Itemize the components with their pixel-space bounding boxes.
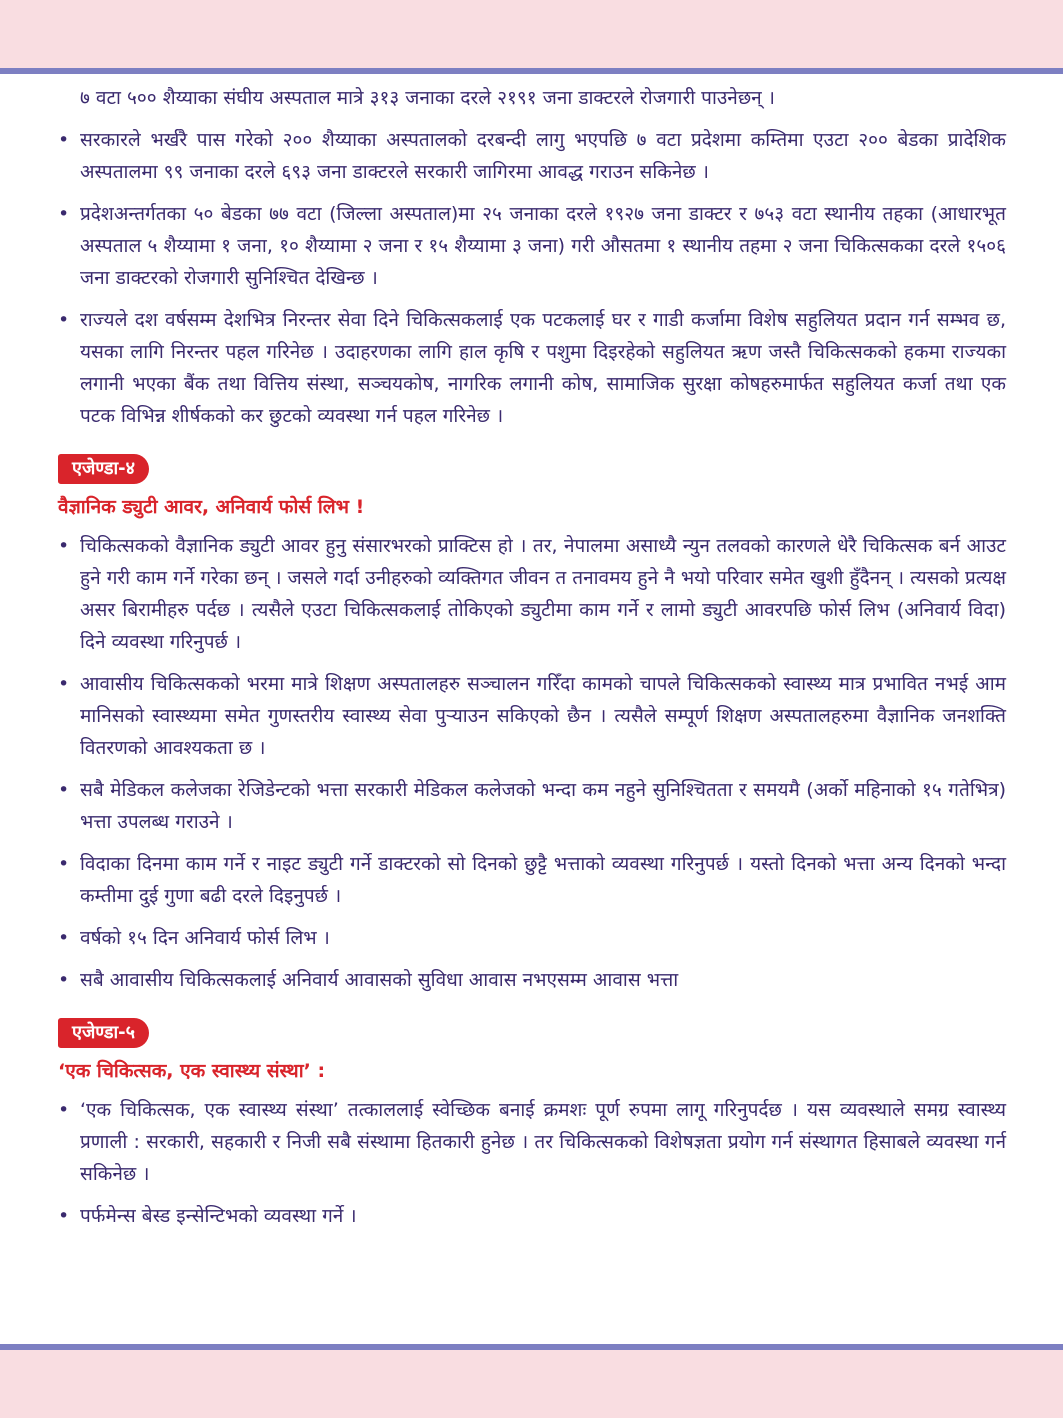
- agenda-4-subheading: वैज्ञानिक ड्युटी आवर, अनिवार्य फोर्स लिभ !: [58, 496, 365, 518]
- list-item: • सरकारले भर्खरै पास गरेको २०० शैय्याका अस्पतालको दरबन्दी लागु भएपछि ७ वटा प्रदेशमा कम्तिमा एउटा २०० बेडका प्रादेशिक अस्पतालमा ९९ जनाका दरले ६९३ जना डाक्टरले सरकारी जागिरमा आवद्ध गराउन सकिनेछ ।: [58, 124, 1006, 188]
- list-item: • वर्षको १५ दिन अनिवार्य फोर्स लिभ ।: [58, 922, 1006, 954]
- list-item: • आवासीय चिकित्सकको भरमा मात्रे शिक्षण अस्पतालहरु सञ्चालन गरिँदा कामको चापले चिकित्सकको स्वास्थ्य मात्र प्रभावित नभई आम मानिसको स्वास्थ्यमा समेत गुणस्तरीय स्वास्थ्य सेवा पुऱ्याउन सकिएको छैन । त्यसैले सम्पूर्ण शिक्षण अस्पतालहरुमा वैज्ञानिक जनशक्ति वितरणको आवश्यकता छ ।: [58, 668, 1006, 764]
- agenda-5-section: [58, 1006, 1006, 1232]
- list-item: • प्रदेशअन्तर्गतका ५० बेडका ७७ वटा (जिल्ला अस्पताल)मा २५ जनाका दरले १९२७ जना डाक्टर र ७५३ वटा स्थानीय तहका (आधारभूत अस्पताल ५ शैय्यामा १ जना, १० शैय्यामा २ जना र १५ शैय्यामा ३ जना) गरी औसतमा १ स्थानीय तहमा २ जना चिकित्सकका दरले १५०६ जना डाक्टरको रोजगारी सुनिश्चित देखिन्छ ।: [58, 198, 1006, 294]
- list-item: • सबै आवासीय चिकित्सकलाई अनिवार्य आवासको सुविधा आवास नभएसम्म आवास भत्ता: [58, 964, 1006, 996]
- top-band: [0, 0, 1063, 68]
- page-content: [58, 82, 1006, 1242]
- agenda-4-badge: एजेण्डा-४: [58, 454, 149, 484]
- agenda-5-subheading: ‘एक चिकित्सक, एक स्वास्थ्य संस्था’ :: [58, 1060, 326, 1082]
- list-item: • राज्यले दश वर्षसम्म देशभित्र निरन्तर सेवा दिने चिकित्सकलाई एक पटकलाई घर र गाडी कर्जामा विशेष सहुलियत प्रदान गर्न सम्भव छ, यसका लागि निरन्तर पहल गरिनेछ । उदाहरणका लागि हाल कृषि र पशुमा दिइरहेको सहुलियत ऋण जस्तै चिकित्सकको हकमा राज्यका लगानी भएका बैंक तथा वित्तिय संस्था, सञ्चयकोष, नागरिक लगानी कोष, सामाजिक सुरक्षा कोषहरुमार्फत सहुलियत कर्जा तथा एक पटक विभिन्न शीर्षकको कर छुटको व्यवस्था गर्न पहल गरिनेछ ।: [58, 304, 1006, 432]
- agenda-5-badge: एजेण्डा-५: [58, 1018, 149, 1048]
- list-item: • पर्फमेन्स बेस्ड इन्सेन्टिभको व्यवस्था गर्ने ।: [58, 1200, 1006, 1232]
- top-rule: [0, 68, 1063, 74]
- list-item: • सबै मेडिकल कलेजका रेजिडेन्टको भत्ता सरकारी मेडिकल कलेजको भन्दा कम नहुने सुनिश्चितता र समयमै (अर्को महिनाको १५ गतेभित्र) भत्ता उपलब्ध गराउने ।: [58, 774, 1006, 838]
- list-item: • चिकित्सकको वैज्ञानिक ड्युटी आवर हुनु संसारभरको प्राक्टिस हो । तर, नेपालमा असाध्यै न्युन तलवको कारणले धेरै चिकित्सक बर्न आउट हुने गरी काम गर्ने गरेका छन् । जसले गर्दा उनीहरुको व्यक्तिगत जीवन त तनावमय हुने नै भयो परिवार समेत खुशी हुँदैनन् । त्यसको प्रत्यक्ष असर बिरामीहरु पर्दछ । त्यसैले एउटा चिकित्सकलाई तोकिएको ड्युटीमा काम गर्ने र लामो ड्युटी आवरपछि फोर्स लिभ (अनिवार्य विदा) दिने व्यवस्था गरिनुपर्छ ।: [58, 530, 1006, 658]
- paragraph-continued: ७ वटा ५०० शैय्याका संघीय अस्पताल मात्रे ३१३ जनाका दरले २१९१ जना डाक्टरले रोजगारी पाउनेछन् ।: [80, 87, 775, 109]
- bottom-band: [0, 1350, 1063, 1418]
- list-item: • ‘एक चिकित्सक, एक स्वास्थ्य संस्था’ तत्काललाई स्वेच्छिक बनाई क्रमशः पूर्ण रुपमा लागू गरिनुपर्दछ । यस व्यवस्थाले समग्र स्वास्थ्य प्रणाली : सरकारी, सहकारी र निजी सबै संस्थामा हितकारी हुनेछ । तर चिकित्सकको विशेषज्ञता प्रयोग गर्न संस्थागत हिसाबले व्यवस्था गर्न सकिनेछ ।: [58, 1094, 1006, 1190]
- agenda-4-section: [58, 442, 1006, 996]
- list-item: • विदाका दिनमा काम गर्ने र नाइट ड्युटी गर्ने डाक्टरको सो दिनको छुट्टै भत्ताको व्यवस्था गरिनुपर्छ । यस्तो दिनको भत्ता अन्य दिनको भन्दा कम्तीमा दुई गुणा बढी दरले दिइनुपर्छ ।: [58, 848, 1006, 912]
